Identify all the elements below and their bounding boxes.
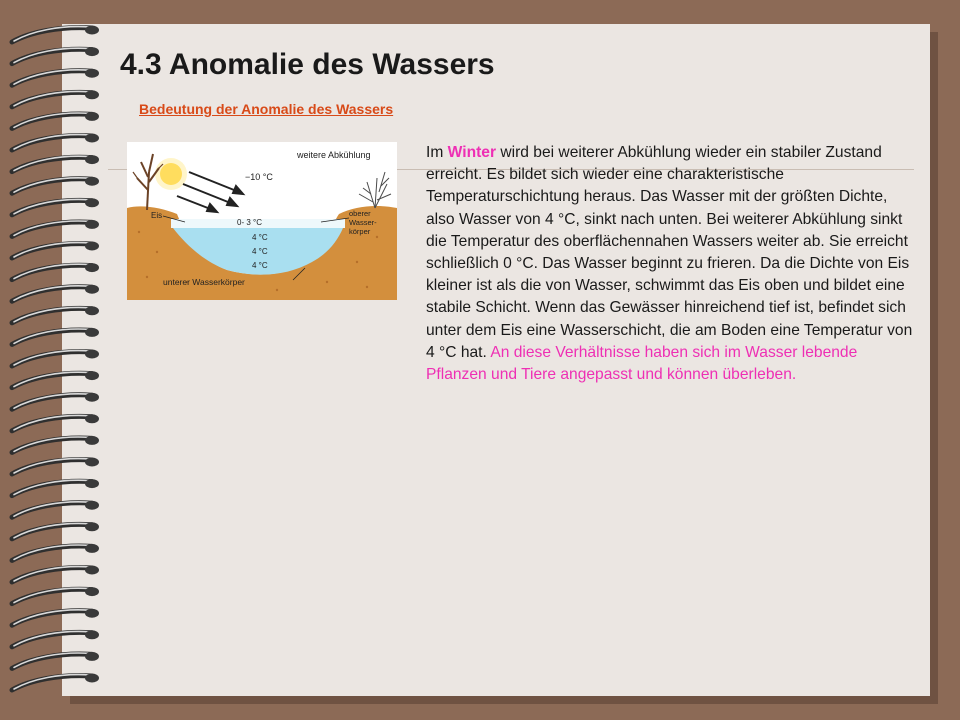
spiral-ring <box>12 522 99 539</box>
spiral-ring <box>12 47 99 64</box>
spiral-ring <box>12 458 99 475</box>
spiral-ring <box>12 371 99 388</box>
spiral-ring <box>12 285 99 302</box>
spiral-ring <box>12 242 99 259</box>
spiral-ring <box>12 306 99 323</box>
spiral-ring <box>12 479 99 496</box>
spiral-ring <box>12 652 99 669</box>
label-eis: Eis <box>151 211 163 220</box>
spiral-ring <box>12 674 99 691</box>
label-air-temperature: −10 °C <box>245 172 273 182</box>
spiral-ring <box>12 263 99 280</box>
spiral-ring <box>12 177 99 194</box>
spiral-ring <box>12 393 99 410</box>
label-surface-temperature: 0- 3 °C <box>237 218 262 227</box>
spiral-binding <box>0 0 130 720</box>
label-oberer: oberer <box>349 209 371 218</box>
spiral-ring <box>12 544 99 561</box>
body-paragraph <box>426 142 916 386</box>
spiral-ring <box>12 501 99 518</box>
spiral-ring <box>12 155 99 172</box>
page-title: 4.3 Anomalie des Wassers <box>120 48 495 81</box>
text-highlight: An diese Verhältnisse haben sich im Wasser lebende Pflanzen und Tiere angepasst und können überleben. <box>426 343 858 384</box>
text-main: wird bei weiterer Abkühlung wieder ein stabiler Zustand erreicht. Es bildet sich wieder eine charakteristische Temperaturschichtung heraus. Das Wasser mit der größten Dichte, also Wasser von 4 °C, sinkt nach unten. Bei weiterer Abkühlung sinkt die Temperatur des oberflächennahen Wassers weiter ab. Sie erreicht schließlich 0 °C. Das Wasser beginnt zu frieren. Da die Dichte von Eis kleiner ist als die von Wasser, schwimmt das Eis oben und bildet eine stabile Schicht. Wenn das Gewässer hinreichend tief ist, befindet sich unter dem Eis eine Wasserschicht, die am Boden eine Temperatur von 4 °C hat. <box>426 144 913 361</box>
spiral-ring <box>12 134 99 151</box>
section-link[interactable]: Bedeutung der Anomalie des Wassers <box>139 101 394 117</box>
label-weitere-abkuehlung: weitere Abkühlung <box>297 150 371 160</box>
spiral-ring <box>12 328 99 345</box>
spiral-ring <box>12 350 99 367</box>
label-temp-4c-1: 4 °C <box>252 233 268 242</box>
spiral-ring <box>12 69 99 86</box>
spiral-ring <box>12 566 99 583</box>
spiral-ring <box>12 112 99 128</box>
spiral-ring <box>12 436 99 453</box>
spiral-ring <box>12 90 99 107</box>
spiral-ring <box>12 26 99 43</box>
keyword-winter: Winter <box>447 144 497 161</box>
spiral-ring <box>12 609 99 626</box>
spiral-ring <box>12 414 99 431</box>
spiral-ring <box>12 198 99 215</box>
spiral-ring <box>12 587 99 604</box>
label-wasser: Wasser- <box>349 218 377 227</box>
text-intro: Im <box>426 144 448 161</box>
spiral-ring <box>12 220 99 237</box>
label-koerper: körper <box>349 227 371 236</box>
label-temp-4c-3: 4 °C <box>252 261 268 270</box>
spiral-ring <box>12 630 99 647</box>
label-temp-4c-2: 4 °C <box>252 247 268 256</box>
label-unterer-wasserkoerper: unterer Wasserkörper <box>163 277 245 287</box>
lake-winter-illustration <box>127 142 397 300</box>
